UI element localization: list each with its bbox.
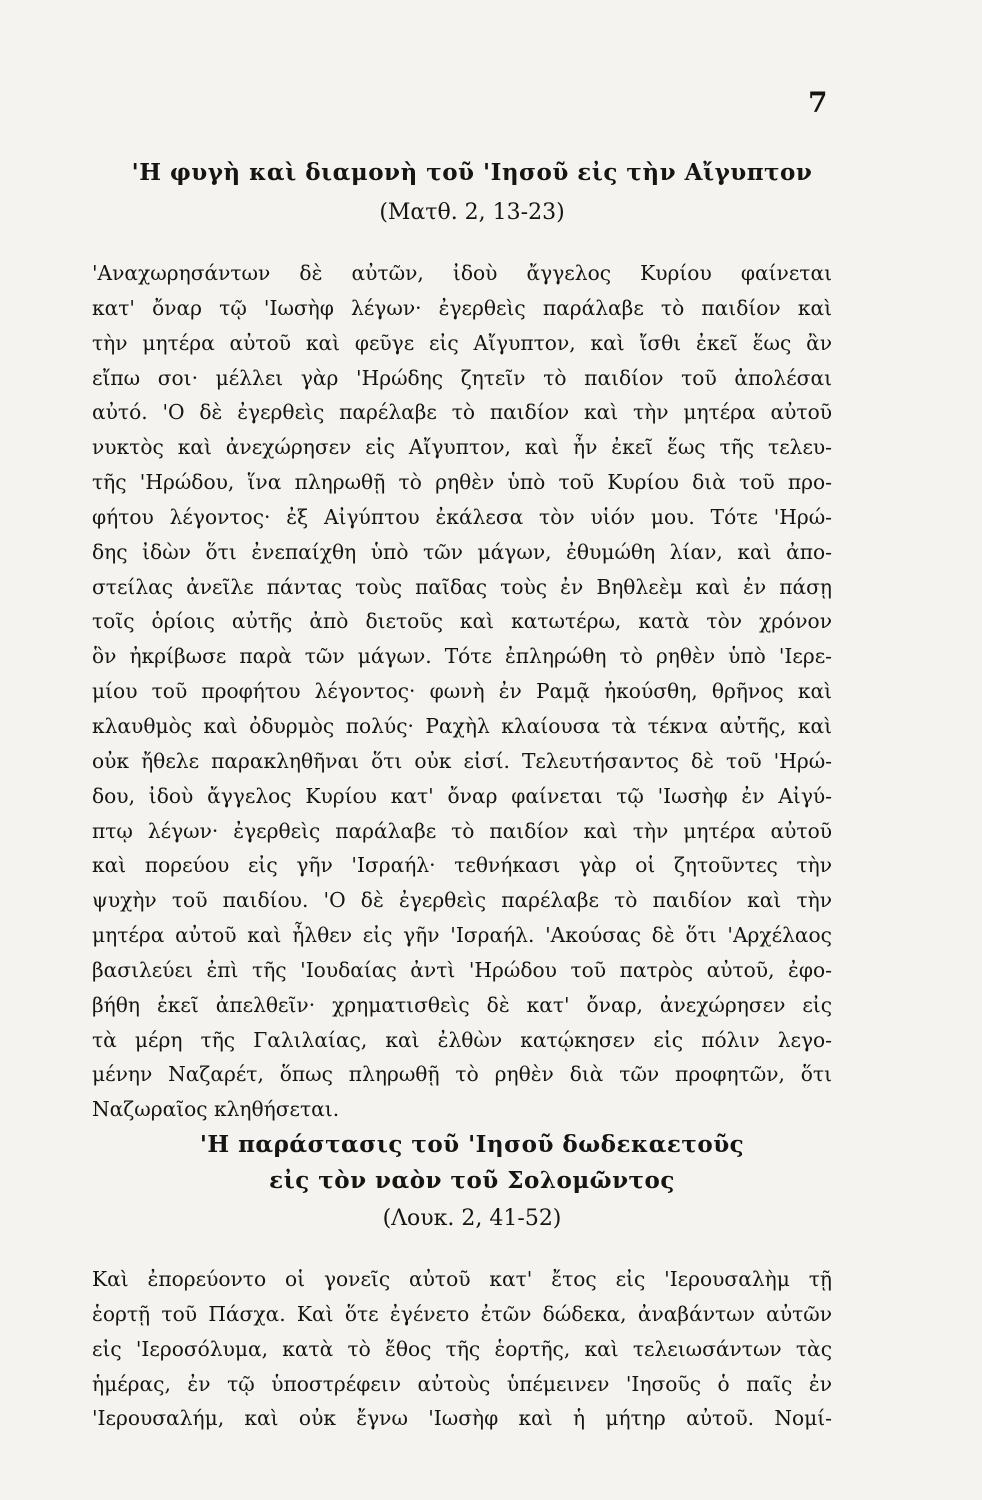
text-line: ψυχὴν τοῦ παιδίου. 'Ο δὲ ἐγερθεὶς παρέλαβε τὸ παιδίον καὶ τὴν	[92, 888, 832, 913]
text-line: ἡμέρας, ἐν τῷ ὑποστρέφειν αὐτοὺς ὑπέμεινεν 'Ιησοῦς ὁ παῖς ἐν	[92, 1371, 832, 1396]
text-line: καὶ πορεύου εἰς γῆν 'Ισραήλ· τεθνήκασι γὰρ οἱ ζητοῦντες τὴν	[92, 853, 832, 878]
text-line: μίου τοῦ προφήτου λέγοντος· φωνὴ ἐν Ραμᾷ ἠκούσθη, θρῆνος καὶ	[92, 679, 832, 704]
section-reference-matthew: (Ματθ. 2, 13-23)	[379, 200, 565, 225]
text-line: μητέρα αὐτοῦ καὶ ἦλθεν εἰς γῆν 'Ισραήλ. 'Ακούσας δὲ ὅτι 'Αρχέλαος	[92, 923, 832, 948]
text-line: 'Ιερουσαλήμ, καὶ οὐκ ἔγνω 'Ιωσὴφ καὶ ἡ μήτηρ αὐτοῦ. Νομί-	[92, 1406, 832, 1431]
section-title-presentation-line1: 'Η παράστασις τοῦ 'Ιησοῦ δωδεκαετοῦς	[199, 1131, 745, 1158]
text-line: τοῖς ὁρίοις αὐτῆς ἀπὸ διετοῦς καὶ κατωτέρω, κατὰ τὸν χρόνον	[92, 609, 832, 634]
text-line: ὃν ἠκρίβωσε παρὰ τῶν μάγων. Τότε ἐπληρώθη τὸ ρηθὲν ὑπὸ 'Ιερε-	[92, 644, 832, 669]
text-line: τῆς 'Ηρώδου, ἵνα πληρωθῇ τὸ ρηθὲν ὑπὸ τοῦ Κυρίου διὰ τοῦ προ-	[92, 470, 832, 495]
text-line: εἴπω σοι· μέλλει γὰρ 'Ηρώδης ζητεῖν τὸ παιδίον τοῦ ἀπολέσαι	[92, 365, 832, 390]
text-line: βασιλεύει ἐπὶ τῆς 'Ιουδαίας ἀντὶ 'Ηρώδου τοῦ πατρὸς αὐτοῦ, ἐφο-	[92, 957, 832, 982]
text-line: στείλας ἀνεῖλε πάντας τοὺς παῖδας τοὺς ἐν Βηθλεὲμ καὶ ἐν πάσῃ	[92, 574, 832, 599]
section-reference-luke: (Λουκ. 2, 41-52)	[382, 1206, 562, 1231]
section-title-flight-to-egypt: 'Η φυγὴ καὶ διαμονὴ τοῦ 'Ιησοῦ εἰς τὴν Αἴγυπτον	[131, 159, 813, 186]
text-line: 'Αναχωρησάντων δὲ αὐτῶν, ἰδοὺ ἄγγελος Κυρίου φαίνεται	[92, 261, 832, 285]
text-line: πτῳ λέγων· ἐγερθεὶς παράλαβε τὸ παιδίον καὶ τὴν μητέρα αὐτοῦ	[92, 818, 832, 843]
text-line: νυκτὸς καὶ ἀνεχώρησεν εἰς Αἴγυπτον, καὶ ἦν ἐκεῖ ἕως τῆς τελευ-	[92, 435, 832, 460]
text-line: ἑορτῇ τοῦ Πάσχα. Καὶ ὅτε ἐγένετο ἐτῶν δώδεκα, ἀναβάντων αὐτῶν	[92, 1301, 832, 1326]
text-line: εἰς 'Ιεροσόλυμα, κατὰ τὸ ἔθος τῆς ἑορτῆς, καὶ τελειωσάντων τὰς	[92, 1336, 832, 1361]
section-body-flight-to-egypt	[92, 256, 832, 1127]
section-title-presentation-line2: εἰς τὸν ναὸν τοῦ Σολομῶντος	[269, 1167, 675, 1194]
text-line: Ναζωραῖος κληθήσεται.	[92, 1097, 340, 1122]
text-line: δου, ἰδοὺ ἄγγελος Κυρίου κατ' ὄναρ φαίνεται τῷ 'Ιωσὴφ ἐν Αἰγύ-	[92, 783, 832, 808]
page-number: 7	[808, 86, 828, 119]
text-line: φήτου λέγοντος· ἐξ Αἰγύπτου ἐκάλεσα τὸν υἱόν μου. Τότε 'Ηρώ-	[92, 504, 832, 529]
text-line: Καὶ ἐπορεύοντο οἱ γονεῖς αὐτοῦ κατ' ἔτος εἰς 'Ιερουσαλὴμ τῇ	[92, 1267, 832, 1291]
text-line: κατ' ὄναρ τῷ 'Ιωσὴφ λέγων· ἐγερθεὶς παράλαβε τὸ παιδίον καὶ	[92, 295, 832, 320]
text-line: τὴν μητέρα αὐτοῦ καὶ φεῦγε εἰς Αἴγυπτον, καὶ ἴσθι ἐκεῖ ἕως ἂν	[92, 330, 832, 355]
text-line: μένην Ναζαρέτ, ὅπως πληρωθῇ τὸ ρηθὲν διὰ τῶν προφητῶν, ὅτι	[92, 1062, 832, 1087]
text-line: οὐκ ἤθελε παρακληθῆναι ὅτι οὐκ εἰσί. Τελευτήσαντος δὲ τοῦ 'Ηρώ-	[92, 748, 832, 773]
text-line: βήθη ἐκεῖ ἀπελθεῖν· χρηματισθεὶς δὲ κατ' ὄναρ, ἀνεχώρησεν εἰς	[92, 992, 832, 1017]
text-line: δης ἰδὼν ὅτι ἐνεπαίχθη ὑπὸ τῶν μάγων, ἐθυμώθη λίαν, καὶ ἀπο-	[92, 539, 832, 564]
text-line: κλαυθμὸς καὶ ὀδυρμὸς πολύς· Ραχὴλ κλαίουσα τὰ τέκνα αὐτῆς, καὶ	[92, 713, 832, 738]
text-line: αὐτό. 'Ο δὲ ἐγερθεὶς παρέλαβε τὸ παιδίον καὶ τὴν μητέρα αὐτοῦ	[92, 400, 832, 425]
text-line: τὰ μέρη τῆς Γαλιλαίας, καὶ ἐλθὼν κατῴκησεν εἰς πόλιν λεγο-	[92, 1027, 832, 1052]
section-body-presentation	[92, 1262, 832, 1436]
